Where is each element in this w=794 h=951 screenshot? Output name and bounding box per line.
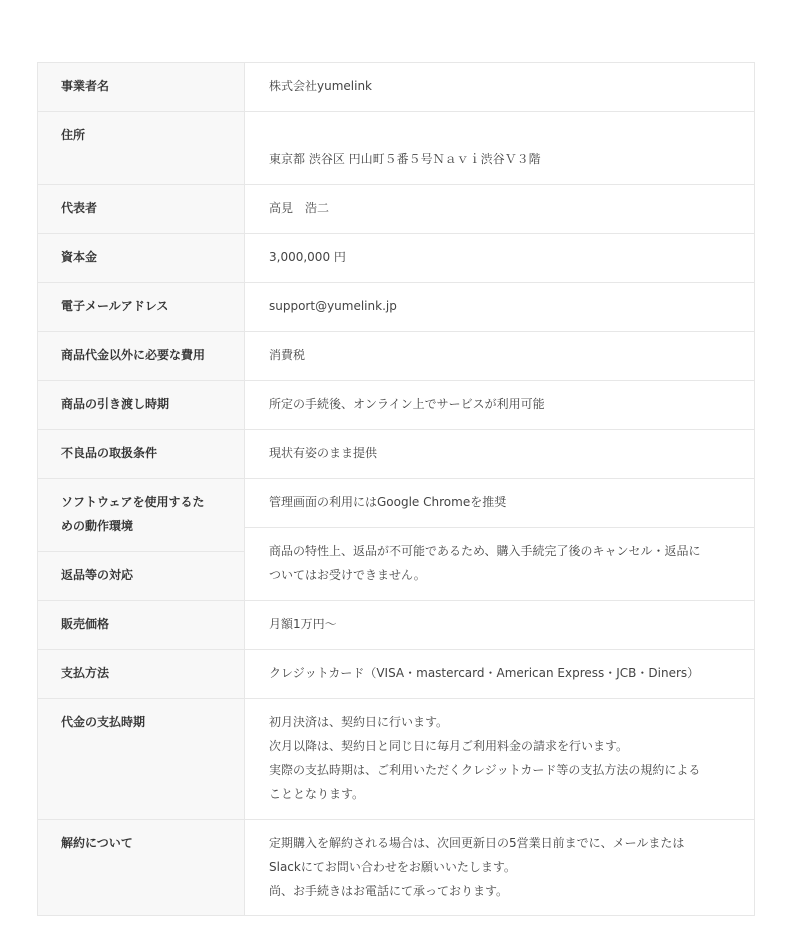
row-divider xyxy=(245,184,755,185)
value-price: 月額1万円～ xyxy=(269,617,337,631)
row-divider xyxy=(37,649,245,650)
legal-info-table xyxy=(37,62,755,916)
row-divider xyxy=(245,527,755,528)
value-payment-timing-line: こととなります。 xyxy=(269,787,365,801)
row-divider xyxy=(37,429,245,430)
row-divider xyxy=(245,429,755,430)
header-column xyxy=(37,62,245,916)
value-email: support@yumelink.jp xyxy=(269,299,397,313)
row-divider xyxy=(245,331,755,332)
row-divider xyxy=(37,233,245,234)
header-environment xyxy=(61,490,231,538)
row-divider xyxy=(37,600,245,601)
value-extra-cost: 消費税 xyxy=(269,348,306,362)
header-email: 電子メールアドレス xyxy=(61,299,169,313)
value-delivery: 所定の手続後、オンライン上でサービスが利用可能 xyxy=(269,397,545,411)
value-returns xyxy=(269,539,739,587)
row-divider xyxy=(245,233,755,234)
value-payment-timing-line: 実際の支払時期は、ご利用いただくクレジットカード等の支払方法の規約による xyxy=(269,763,701,777)
header-returns: 返品等の対応 xyxy=(61,568,134,582)
value-representative: 高見 浩二 xyxy=(269,201,330,215)
row-divider xyxy=(37,331,245,332)
row-divider xyxy=(245,600,755,601)
value-cancellation-line: 尚、お手続きはお電話にて承っております。 xyxy=(269,884,509,898)
row-divider xyxy=(37,551,245,552)
header-company: 事業者名 xyxy=(61,79,110,93)
value-cancellation xyxy=(269,831,739,903)
row-divider xyxy=(245,478,755,479)
row-divider xyxy=(37,184,245,185)
value-address: 東京都 渋谷区 円山町５番５号Ｎａｖｉ渋谷Ｖ３階 xyxy=(269,152,541,166)
header-capital: 資本金 xyxy=(61,250,98,264)
row-divider xyxy=(245,698,755,699)
row-divider xyxy=(37,478,245,479)
row-divider xyxy=(245,819,755,820)
header-address: 住所 xyxy=(61,128,86,142)
row-divider xyxy=(37,698,245,699)
value-payment-method: クレジットカード（VISA・mastercard・American Express・JCB・Diners） xyxy=(269,666,700,680)
row-divider xyxy=(37,111,245,112)
value-payment-timing xyxy=(269,710,739,806)
row-divider xyxy=(37,819,245,820)
header-extra-cost: 商品代金以外に必要な費用 xyxy=(61,348,206,362)
header-delivery: 商品の引き渡し時期 xyxy=(61,397,170,411)
value-returns-line: 商品の特性上、返品が不可能であるため、購入手続完了後のキャンセル・返品に xyxy=(269,544,701,558)
value-capital: 3,000,000 円 xyxy=(269,250,346,264)
header-cancellation: 解約について xyxy=(61,836,133,850)
header-representative: 代表者 xyxy=(61,201,98,215)
header-payment-method: 支払方法 xyxy=(61,666,110,680)
value-cancellation-line: Slackにてお問い合わせをお願いいたします。 xyxy=(269,860,516,874)
value-payment-timing-line: 次月以降は、契約日と同じ日に毎月ご利用料金の請求を行います。 xyxy=(269,739,629,753)
value-defect: 現状有姿のまま提供 xyxy=(269,446,378,460)
row-divider xyxy=(245,111,755,112)
header-price: 販売価格 xyxy=(61,617,110,631)
row-divider xyxy=(245,282,755,283)
value-environment: 管理画面の利用にはGoogle Chromeを推奨 xyxy=(269,495,507,509)
row-divider xyxy=(245,649,755,650)
row-divider xyxy=(37,380,245,381)
value-cancellation-line: 定期購入を解約される場合は、次回更新日の5営業日前までに、メールまたは xyxy=(269,836,685,850)
value-returns-line: ついてはお受けできません。 xyxy=(269,568,426,582)
header-environment-line: ソフトウェアを使用するた xyxy=(61,495,205,509)
value-payment-timing-line: 初月決済は、契約日に行います。 xyxy=(269,715,449,729)
row-divider xyxy=(245,380,755,381)
row-divider xyxy=(37,282,245,283)
value-company: 株式会社yumelink xyxy=(269,79,373,93)
header-payment-timing: 代金の支払時期 xyxy=(61,715,146,729)
header-defect: 不良品の取扱条件 xyxy=(61,446,158,460)
header-environment-line: めの動作環境 xyxy=(61,519,134,533)
